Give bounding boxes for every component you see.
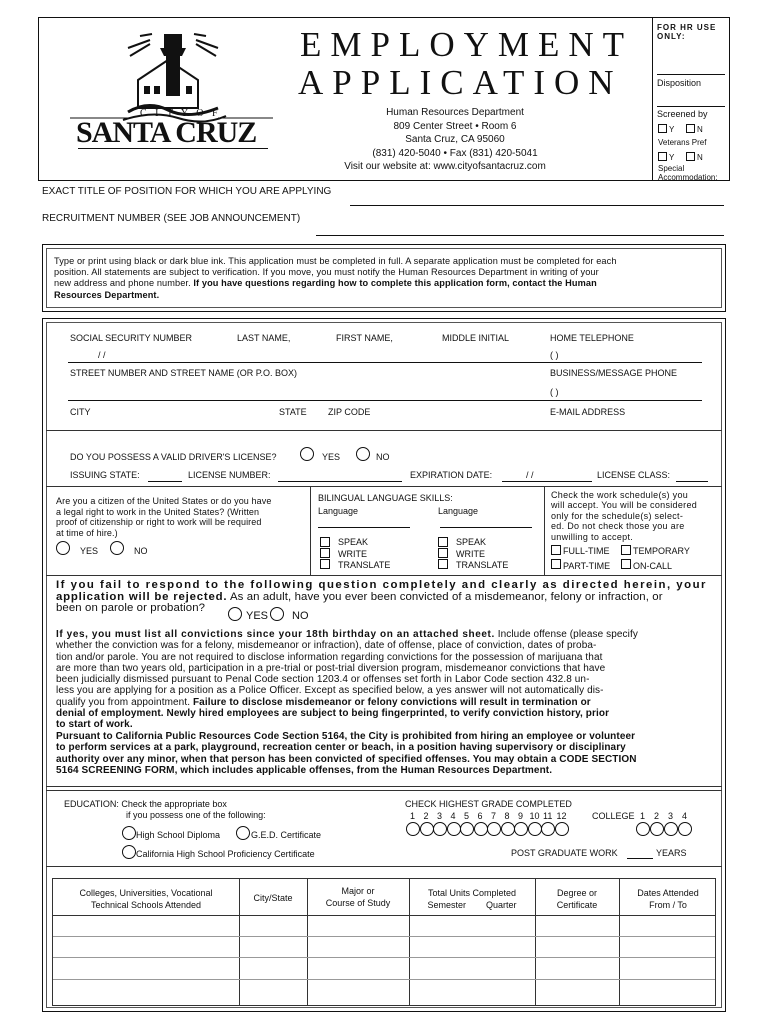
conviction-question: If you fail to respond to the following question completely and clearly as directed herein, your application will be rejected. As an adult, have you ever been convicted of a misdemeanor, felony or infraction, or been on parole or probation? — [56, 579, 707, 615]
street-field-line[interactable] — [68, 400, 702, 401]
special-label: Special — [658, 164, 685, 173]
code-5164-paragraph: Pursuant to California Public Resources Code Section 5164, the City is prohibited from hiring an employee or volunteer to perform services at a park, playground, recreation center or beach, in a position having supervisory or disciplinary authority over any minor, when that person has been convicted of specified offenses. You may obtain a CODE SECTION 5164 SCREENING FORM, which includes applicable offenses, from the Human Resources Department. — [56, 731, 637, 777]
citizen-no-radio[interactable] — [110, 541, 124, 555]
grade-label-8: 8 — [504, 811, 510, 821]
vet-no-checkbox[interactable] — [686, 124, 695, 133]
city-logo — [68, 30, 278, 170]
grade-2-radio[interactable] — [420, 822, 434, 836]
title-line-2: APPLICATION — [298, 63, 623, 102]
position-title-label: EXACT TITLE OF POSITION FOR WHICH YOU ARE APPLYING — [42, 186, 332, 197]
full-time-checkbox[interactable] — [551, 545, 561, 555]
lang1-write-checkbox[interactable] — [320, 548, 330, 558]
recruitment-number-label: RECRUITMENT NUMBER (SEE JOB ANNOUNCEMENT) — [42, 213, 301, 224]
hr-address-block — [330, 106, 580, 174]
col-degree-header: Degree or — [556, 888, 598, 898]
grade-6-radio[interactable] — [474, 822, 488, 836]
grade-label-6: 6 — [477, 811, 483, 821]
issuing-state-field[interactable] — [148, 481, 182, 482]
proficiency-radio[interactable] — [122, 845, 136, 859]
license-number-field[interactable] — [278, 481, 402, 482]
dept-name: Human Resources Department — [386, 107, 524, 118]
years-label: YEARS — [656, 848, 687, 858]
col-major-header: Major or — [341, 886, 375, 896]
accom-yes-checkbox[interactable] — [658, 152, 667, 161]
grade-label-2: 2 — [423, 811, 429, 821]
zip-label: ZIP CODE — [328, 407, 371, 417]
grade-5-radio[interactable] — [460, 822, 474, 836]
schools-table: Colleges, Universities, Vocational Technical Schools Attended City/State Major or Course of Study Total Units Completed Semester Quarter Degree or Certificate Dates Attended From / To — [52, 878, 716, 1006]
education-label-2: if you possess one of the following: — [126, 810, 266, 820]
middle-initial-label: MIDDLE INITIAL — [442, 333, 510, 343]
education-label: EDUCATION: Check the appropriate box — [64, 799, 227, 809]
grade-9-radio[interactable] — [514, 822, 528, 836]
grade-10-radio[interactable] — [528, 822, 542, 836]
college-year-label-2: 2 — [654, 811, 660, 821]
temporary-checkbox[interactable] — [621, 545, 631, 555]
grade-label-11: 11 — [543, 811, 553, 821]
col-city-state-header: City/State — [253, 893, 293, 903]
grade-12-radio[interactable] — [555, 822, 569, 836]
language-field-2[interactable] — [440, 527, 532, 528]
col-dates-header: Dates Attended — [637, 888, 699, 898]
post-grad-label: POST GRADUATE WORK — [511, 848, 618, 858]
post-grad-years-field[interactable] — [627, 858, 653, 859]
logo-name: SANTA CRUZ — [76, 116, 257, 149]
license-no-radio[interactable] — [356, 447, 370, 461]
grade-label-9: 9 — [518, 811, 524, 821]
grade-11-radio[interactable] — [541, 822, 555, 836]
vet-yes-checkbox[interactable] — [658, 124, 667, 133]
lang2-write-checkbox[interactable] — [438, 548, 448, 558]
college-label: COLLEGE — [592, 811, 635, 821]
grade-title: CHECK HIGHEST GRADE COMPLETED — [405, 799, 572, 809]
grade-label-10: 10 — [529, 811, 540, 821]
title-line-1: EMPLOYMENT — [300, 25, 634, 64]
expiration-date-field[interactable] — [502, 481, 592, 482]
citizen-yes-radio[interactable] — [56, 541, 70, 555]
lang1-speak-checkbox[interactable] — [320, 537, 330, 547]
conviction-details: If yes, you must list all convictions since your 18th birthday on an attached sheet. Include offense (please specify whether the conviction was for a felony, misdemeanor or infraction), date of offense, place of conviction, dates of proba- tion and/or parole. You are not required to disclose information regarding convictions for the possession of marijuana that are more than two years old, participation in a pre-trial or post-trial diversion program, misdemeanor convictions that have been judicially dismissed pursuant to Penal Code section 1203.4 or offenses set forth in Labor Code section 432.8 un- less you are applying for a position as a Police Officer. Except as specified below, a yes answer will not automatically dis- qualify you from appointment. Failure to disclose misdemeanor or felony convictions will result in termination or denial of employment. Newly hired employees are subject to being fingerprinted, to verify conviction history, prior to start of work. — [56, 629, 638, 731]
grade-4-radio[interactable] — [447, 822, 461, 836]
state-label: STATE — [279, 407, 307, 417]
college-year-4-radio[interactable] — [678, 822, 692, 836]
last-name-label: LAST NAME, — [237, 333, 291, 343]
grade-label-4: 4 — [450, 811, 456, 821]
grade-label-1: 1 — [410, 811, 416, 821]
license-question: DO YOU POSSESS A VALID DRIVER'S LICENSE? — [70, 452, 277, 462]
website: Visit our website at: www.cityofsantacruz.com — [344, 161, 546, 172]
first-name-label: FIRST NAME, — [336, 333, 393, 343]
name-field-line[interactable] — [68, 362, 702, 363]
business-phone-label: BUSINESS/MESSAGE PHONE — [550, 368, 678, 378]
position-title-field[interactable] — [350, 205, 724, 206]
college-year-label-1: 1 — [640, 811, 646, 821]
grade-8-radio[interactable] — [501, 822, 515, 836]
part-time-checkbox[interactable] — [551, 559, 561, 569]
college-year-2-radio[interactable] — [650, 822, 664, 836]
accommodation-label: Accommodation: — [658, 173, 718, 182]
language-label-2: Language — [438, 506, 479, 516]
college-year-label-3: 3 — [668, 811, 674, 821]
college-year-3-radio[interactable] — [664, 822, 678, 836]
expiration-date-label: EXPIRATION DATE: — [410, 470, 493, 480]
instructions-text: Type or print using black or dark blue ink. This application must be completed in full. A separate application must be completed for each position. All statements are subject to verification. If you move, you must notify the Human Resources Department in writing of your new address and phone number. If you have questions regarding how to complete this application form, contact the Human Resources Department. — [54, 256, 617, 300]
license-class-label: LICENSE CLASS: — [597, 470, 671, 480]
disposition-label: Disposition — [657, 78, 702, 88]
address-line-2: Santa Cruz, CA 95060 — [405, 134, 505, 145]
col-units-header: Total Units Completed — [427, 888, 517, 898]
expiration-slashes: / / — [526, 470, 534, 480]
conviction-no-radio[interactable] — [270, 607, 284, 621]
schedule-instructions: Check the work schedule(s) you will accept. You will be considered only for the schedule(s) select- ed. Do not check those you are unwilling to accept. — [551, 490, 698, 542]
logo-city-of: C I T Y O F — [140, 108, 221, 119]
col-schools-header: Colleges, Universities, Vocational — [79, 888, 213, 898]
veterans-pref-label: Veterans Pref — [658, 138, 707, 147]
business-phone-paren: ( ) — [550, 387, 559, 397]
city-label: CITY — [70, 407, 91, 417]
hs-diploma-radio[interactable] — [122, 826, 136, 840]
recruitment-number-field[interactable] — [316, 235, 724, 236]
grade-label-12: 12 — [556, 811, 567, 821]
street-label: STREET NUMBER AND STREET NAME (OR P.O. BOX) — [70, 368, 298, 378]
bilingual-title: BILINGUAL LANGUAGE SKILLS: — [318, 493, 453, 503]
conviction-yes-radio[interactable] — [228, 607, 242, 621]
grade-label-5: 5 — [464, 811, 470, 821]
grade-7-radio[interactable] — [487, 822, 501, 836]
ssn-slashes: / / — [98, 350, 106, 360]
accom-no-checkbox[interactable] — [686, 152, 695, 161]
grade-label-3: 3 — [437, 811, 443, 821]
lang2-translate-checkbox[interactable] — [438, 559, 448, 569]
language-field-1[interactable] — [318, 527, 410, 528]
college-year-label-4: 4 — [682, 811, 688, 821]
address-line-1: 809 Center Street • Room 6 — [393, 120, 517, 132]
phone-fax: (831) 420-5040 • Fax (831) 420-5041 — [372, 147, 538, 159]
grade-3-radio[interactable] — [433, 822, 447, 836]
hr-use-box: FOR HR USE ONLY: Disposition Screened by Y N Veterans Pref Y N Special Accommodation: — [652, 17, 730, 181]
home-phone-label: HOME TELEPHONE — [550, 333, 634, 343]
ssn-label: SOCIAL SECURITY NUMBER — [70, 333, 193, 343]
grade-label-7: 7 — [491, 811, 497, 821]
ged-radio[interactable] — [236, 826, 250, 840]
on-call-checkbox[interactable] — [621, 559, 631, 569]
language-label-1: Language — [318, 506, 359, 516]
citizen-question: Are you a citizen of the United States or do you have a legal right to work in the United States? (Written proof of citizenship or right to work will be required at time of hire.) — [56, 496, 272, 538]
home-phone-paren: ( ) — [550, 350, 559, 360]
issuing-state-label: ISSUING STATE: — [70, 470, 140, 480]
license-yes-radio[interactable] — [300, 447, 314, 461]
license-number-label: LICENSE NUMBER: — [188, 470, 271, 480]
lang1-translate-checkbox[interactable] — [320, 559, 330, 569]
college-year-1-radio[interactable] — [636, 822, 650, 836]
license-class-field[interactable] — [676, 481, 708, 482]
email-label: E-MAIL ADDRESS — [550, 407, 626, 417]
lang2-speak-checkbox[interactable] — [438, 537, 448, 547]
hr-use-title: FOR HR USE ONLY: — [657, 23, 717, 41]
screened-by-label: Screened by — [657, 109, 708, 119]
grade-1-radio[interactable] — [406, 822, 420, 836]
